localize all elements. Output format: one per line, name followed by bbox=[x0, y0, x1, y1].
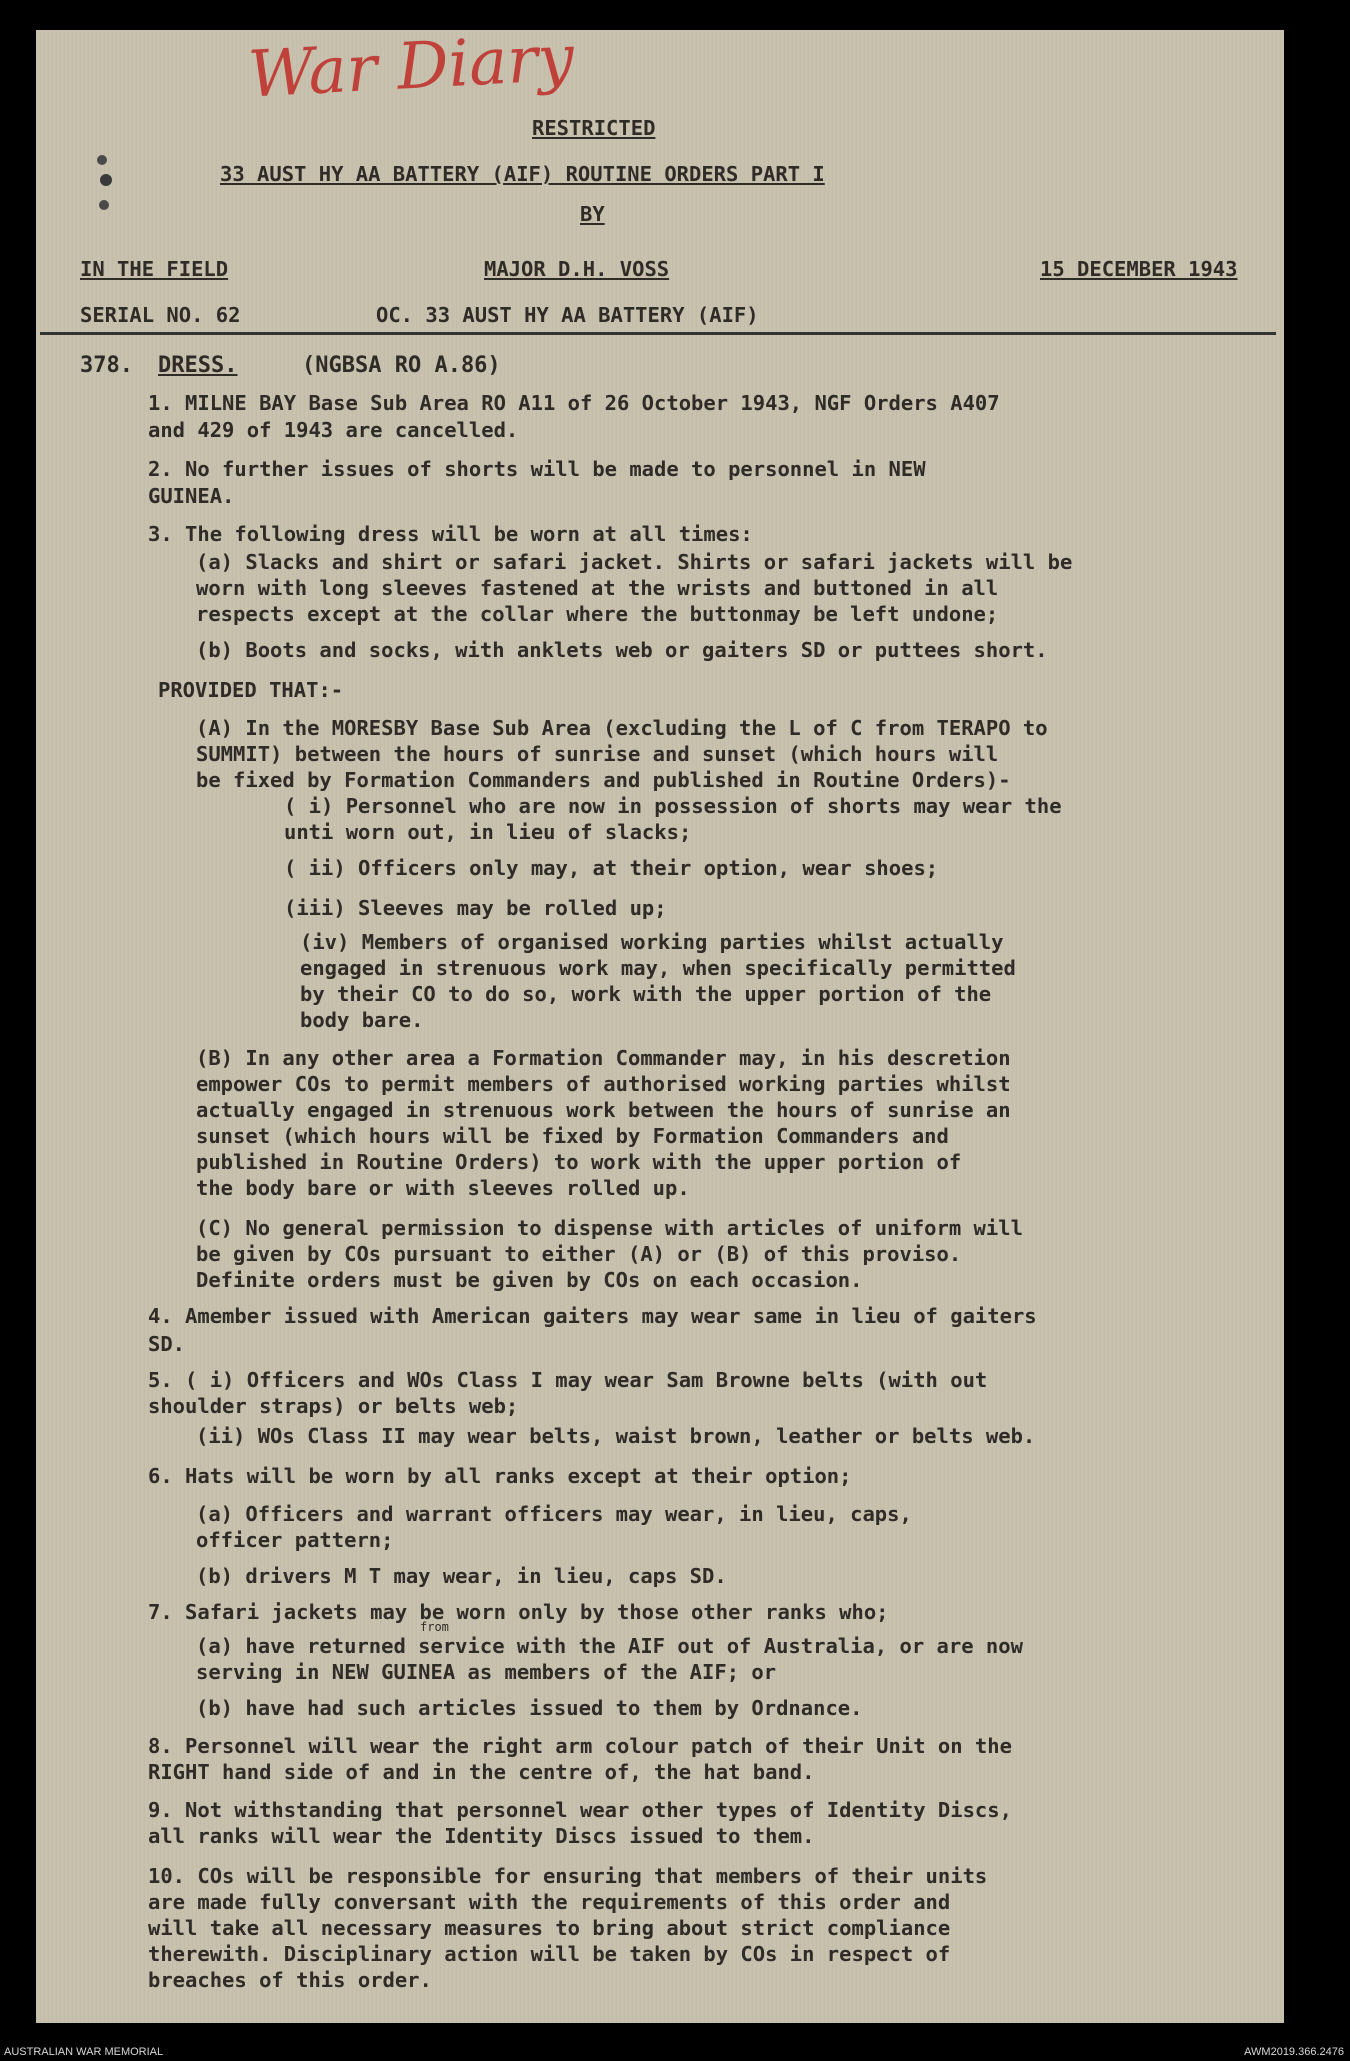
body-line: SD. bbox=[148, 1332, 186, 1356]
body-line: be fixed by Formation Commanders and published in Routine Orders)- bbox=[196, 768, 1011, 792]
body-line: be given by COs pursuant to either (A) or (B) of this proviso. bbox=[196, 1242, 962, 1266]
body-line: shoulder straps) or belts web; bbox=[148, 1394, 519, 1418]
punch-holes bbox=[92, 150, 122, 220]
body-line: (a) Slacks and shirt or safari jacket. Shirts or safari jackets will be bbox=[196, 550, 1073, 574]
body-line: 9. Not withstanding that personnel wear other types of Identity Discs, bbox=[148, 1798, 1012, 1822]
body-line: and 429 of 1943 are cancelled. bbox=[148, 418, 519, 442]
body-line: (b) Boots and socks, with anklets web or gaiters SD or puttees short. bbox=[196, 638, 1048, 662]
body-line: (C) No general permission to dispense with articles of uniform will bbox=[196, 1216, 1023, 1240]
body-line: will take all necessary measures to bring about strict compliance bbox=[148, 1916, 951, 1940]
document-page bbox=[36, 30, 1284, 2023]
body-line: the body bare or with sleeves rolled up. bbox=[196, 1176, 690, 1200]
body-line: 5. ( i) Officers and WOs Class I may wear Sam Browne belts (with out bbox=[148, 1368, 988, 1392]
order-reference: (NGBSA RO A.86) bbox=[302, 353, 501, 378]
co-line: OC. 33 AUST HY AA BATTERY (AIF) bbox=[376, 303, 759, 327]
body-line: breaches of this order. bbox=[148, 1968, 432, 1992]
body-line: 1. MILNE BAY Base Sub Area RO A11 of 26 October 1943, NGF Orders A407 bbox=[148, 391, 1000, 415]
order-number: 378. bbox=[80, 353, 133, 378]
body-line: (a) have returned service with the AIF out of Australia, or are now bbox=[196, 1634, 1023, 1658]
commanding-officer: MAJOR D.H. VOSS bbox=[484, 257, 670, 281]
body-line: (A) In the MORESBY Base Sub Area (excluding the L of C from TERAPO to bbox=[196, 716, 1048, 740]
serial-number: SERIAL NO. 62 bbox=[80, 303, 241, 327]
body-line: unti worn out, in lieu of slacks; bbox=[284, 820, 692, 844]
body-line: ( i) Personnel who are now in possession of shorts may wear the bbox=[284, 794, 1062, 818]
archive-reference: AWM2019.366.2476 bbox=[1244, 2046, 1344, 2058]
body-line: Definite orders must be given by COs on each occasion. bbox=[196, 1268, 863, 1292]
handwritten-annotation: War Diary bbox=[246, 21, 576, 113]
body-line: (b) have had such articles issued to them by Ordnance. bbox=[196, 1696, 863, 1720]
body-line: GUINEA. bbox=[148, 484, 235, 508]
body-line: 3. The following dress will be worn at all times: bbox=[148, 522, 753, 546]
order-date: 15 DECEMBER 1943 bbox=[1040, 257, 1238, 281]
body-line: SUMMIT) between the hours of sunrise and sunset (which hours will bbox=[196, 742, 999, 766]
body-line: actually engaged in strenuous work between the hours of sunrise an bbox=[196, 1098, 1011, 1122]
body-line: (iv) Members of organised working parties whilst actually bbox=[300, 930, 1004, 954]
archive-credit: AUSTRALIAN WAR MEMORIAL bbox=[4, 2046, 164, 2058]
body-line: (B) In any other area a Formation Commander may, in his descretion bbox=[196, 1046, 1011, 1070]
order-subject: DRESS. bbox=[158, 353, 238, 378]
body-line: 4. Amember issued with American gaiters may wear same in lieu of gaiters bbox=[148, 1304, 1037, 1328]
orders-title: 33 AUST HY AA BATTERY (AIF) ROUTINE ORDERS PART I bbox=[220, 162, 825, 186]
body-line: published in Routine Orders) to work with the upper portion of bbox=[196, 1150, 962, 1174]
body-line: 7. Safari jackets may be worn only by those other ranks who; bbox=[148, 1600, 889, 1624]
body-line: ( ii) Officers only may, at their option, wear shoes; bbox=[284, 856, 939, 880]
body-line: (b) drivers M T may wear, in lieu, caps SD. bbox=[196, 1564, 727, 1588]
body-line: sunset (which hours will be fixed by Formation Commanders and bbox=[196, 1124, 949, 1148]
body-line: therewith. Disciplinary action will be taken by COs in respect of bbox=[148, 1942, 951, 1966]
body-line: officer pattern; bbox=[196, 1528, 394, 1552]
body-line: PROVIDED THAT:- bbox=[158, 678, 344, 702]
body-line: engaged in strenuous work may, when specifically permitted bbox=[300, 956, 1016, 980]
body-line: respects except at the collar where the buttonmay be left undone; bbox=[196, 602, 999, 626]
body-line: (iii) Sleeves may be rolled up; bbox=[284, 896, 667, 920]
body-line: (a) Officers and warrant officers may wear, in lieu, caps, bbox=[196, 1502, 912, 1526]
body-line: (ii) WOs Class II may wear belts, waist brown, leather or belts web. bbox=[196, 1424, 1036, 1448]
body-line: empower COs to permit members of authorised working parties whilst bbox=[196, 1072, 1011, 1096]
body-line: body bare. bbox=[300, 1008, 424, 1032]
body-line: 6. Hats will be worn by all ranks except at their option; bbox=[148, 1464, 852, 1488]
body-line: serving in NEW GUINEA as members of the AIF; or bbox=[196, 1660, 777, 1684]
body-line: by their CO to do so, work with the upper portion of the bbox=[300, 982, 992, 1006]
body-line: 2. No further issues of shorts will be made to personnel in NEW bbox=[148, 457, 926, 481]
body-line: worn with long sleeves fastened at the wrists and buttoned in all bbox=[196, 576, 999, 600]
location: IN THE FIELD bbox=[80, 257, 229, 281]
body-line: 10. COs will be responsible for ensuring that members of their units bbox=[148, 1864, 988, 1888]
body-line: all ranks will wear the Identity Discs issued to them. bbox=[148, 1824, 815, 1848]
body-line: 8. Personnel will wear the right arm colour patch of their Unit on the bbox=[148, 1734, 1012, 1758]
header-rule bbox=[40, 332, 1276, 335]
body-line: RIGHT hand side of and in the centre of, the hat band. bbox=[148, 1760, 815, 1784]
classification: RESTRICTED bbox=[532, 116, 656, 140]
interlinear-insert: from bbox=[420, 1620, 449, 1634]
orders-by: BY bbox=[580, 202, 605, 226]
body-line: are made fully conversant with the requirements of this order and bbox=[148, 1890, 951, 1914]
